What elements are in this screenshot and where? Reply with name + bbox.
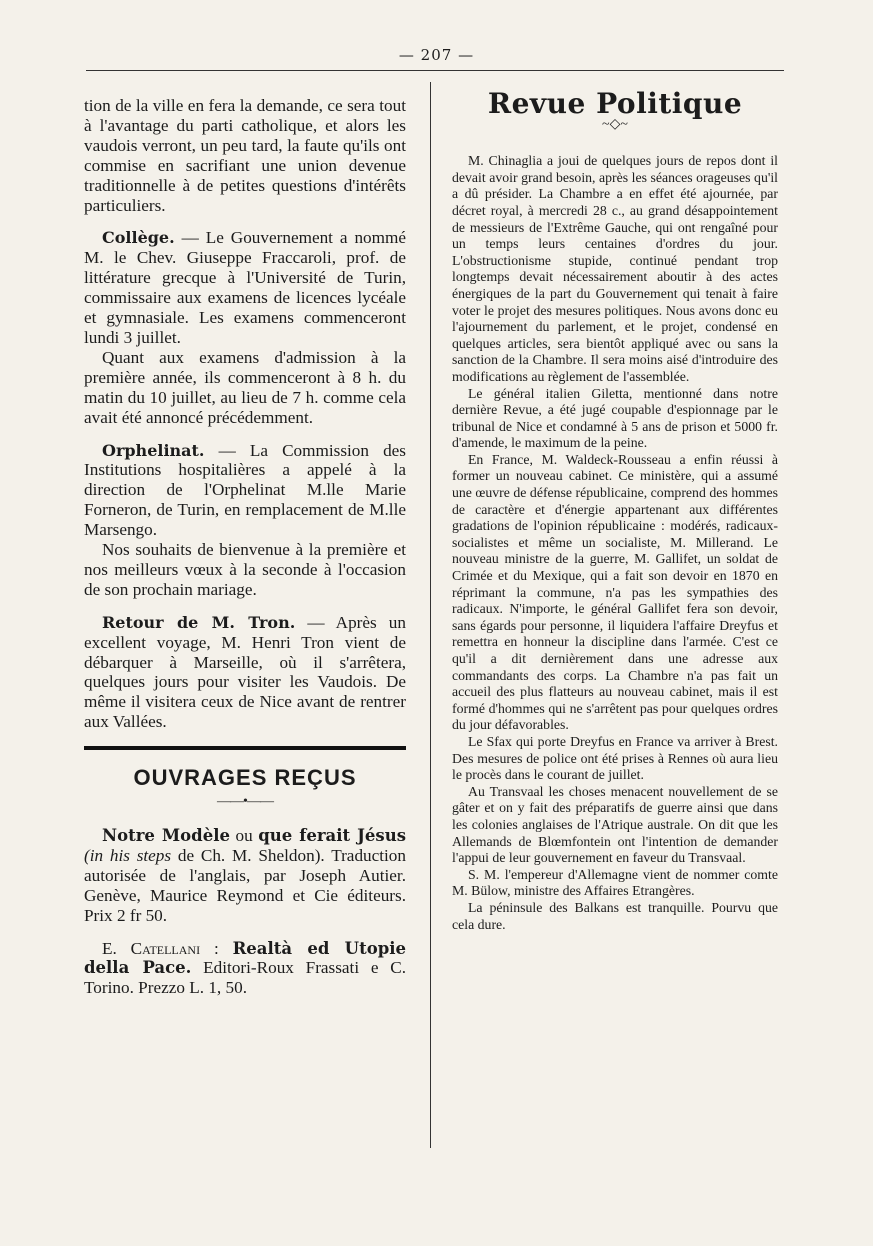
orphelinat-paragraph-2: Nos souhaits de bienvenue à la première et nos meilleurs vœux à la seconde à l'occasion de son prochain mariage. (84, 540, 406, 599)
revue-paragraph: En France, M. Waldeck-Rousseau a enfin réussi à former un nouveau cabinet. Ce ministère, qui a assumé une œuvre de défense républicaine, comprend des hommes de caractère et d'énergie appartenant aux différentes gradations de l'opinion républicaine : modérés, radicaux-socialistes et même un socialiste, M. Millerand. Le nouveau ministre de la guerre, M. Gallifet, un soldat de Crimée et du Mexique, qui a fait son devoir en 1870 en réprimant la commune, n'a pas les sympathies des radicaux. N'importe, le général Gallifet fera son devoir, sans égards pour personne, il liquidera l'affaire Dreyfus et remettra en honneur la discipline dans l'armée. C'est ce qu'il a dit dernièrement dans une adresse aux commandants des corps. La Chambre n'a pas fait un accueil des plus flatteurs au nouveau cabinet, mais il est formé d'hommes qui ne s'arrêtent pas pour quelques ordres du jour défavorables. (452, 451, 778, 733)
orphelinat-text: — La Commission des Institutions hospitalières a appelé à la direction de l'Orphelinat M.lle Marie Forneron, de Turin, en remplacement de M.lle Marsengo. (84, 440, 406, 540)
revue-paragraph: M. Chinaglia a joui de quelques jours de repos dont il devait avoir grand besoin, après les séances orageuses qu'il a dû présider. La Chambre a en effet été ajournée, par décret royal, à mercredi 28 c., au grand désappointement de messieurs de l'Extrême Gauche, qui ont rengaîné pour un temps leurs centaines d'ordres du jour. L'obstructionisme stupide, continué pendant trop longtemps devait nécessairement aboutir à des actes énergiques de la part du Gouvernement qui tenait à faire voter le projet des mesures politiques. Nous avons donc eu l'ajournement du parlement, et le projet, condensé en quelques articles, sera bientôt appliqué avec ou sans la sanction de la Chambre. Il sera moins aisé d'introduire des modifications au règlement de l'assemblée. (452, 153, 778, 384)
page-number: — 207 — (398, 46, 475, 64)
revue-paragraph: Le Sfax qui porte Dreyfus en France va arriver à Brest. Des mesures de police ont été prises à Rennes où aura lieu le procès dans le courant de juillet. (452, 733, 778, 783)
book1-details: de Ch. M. Sheldon). Traduction autorisée de l'anglais, par Joseph Autier. Genève, Maurice Reymond et Cie éditeurs. Prix 2 fr 50. (84, 845, 406, 925)
retour-paragraph (84, 613, 406, 732)
header-rule (86, 70, 784, 71)
book2-details: Editori-Roux Frassati e C. Torino. Prezzo L. 1, 50. (84, 958, 407, 998)
book2-title: Realtà ed Utopie della Pace. (84, 938, 407, 978)
book1-title-2: que ferait Jésus (258, 826, 407, 845)
college-heading: Collège. (102, 228, 175, 248)
orphelinat-paragraph (84, 441, 406, 541)
revue-paragraph: Au Transvaal les choses menacent nouvellement de se gâter et on y fait des préparatifs de guerre ainsi que dans les colonies anglaises de l'Atrique australe. On dit que les Allemands de Blœmfontein ont l'intention de demander l'appui de leur gouvernement en faveur du Transvaal. (452, 783, 778, 866)
ornament-divider: ——•—— (217, 794, 273, 810)
right-column (452, 87, 778, 933)
college-paragraph (84, 228, 406, 347)
book2-author: E. Catellani (102, 938, 201, 958)
book2-separator: : (200, 938, 233, 958)
book1-title: Notre Modèle (102, 826, 230, 845)
revue-paragraph: Le général italien Giletta, mentionné dans notre dernière Revue, a été jugé coupable d'espionnage par le tribunal de Nice et condamné à 5 ans de prison et 5000 fr. d'amende, le maximum de la peine. (452, 385, 778, 451)
book-entry-2 (84, 939, 406, 999)
book1-subtitle: (in his steps (84, 845, 172, 865)
book1-or: ou (229, 826, 259, 845)
title-ornament: ~◇~ (602, 116, 628, 132)
college-paragraph-2: Quant aux examens d'admission à la première année, ils commenceront à 8 h. du matin du 10 juillet, au lieu de 7 h. comme cela avait été annoncé précédemment. (84, 347, 406, 427)
revue-paragraph: La péninsule des Balkans est tranquille. Pourvu que cela dure. (452, 899, 778, 932)
retour-text: — Après un excellent voyage, M. Henri Tron vient de débarquer à Marseille, où il s'arrêtera, quelques jours pour visiter les Vaudois. De même il visitera ceux de Nice avant de rentrer aux Vallées. (84, 612, 406, 732)
college-text: — Le Gouvernement a nommé M. le Chev. Giuseppe Fraccaroli, prof. de littérature grecque à l'Université de Turin, commissaire aux examens de licences lycéale et gymnasiale. Les examens commenceront lundi 3 juillet. (84, 228, 406, 347)
ouvrages-heading: OUVRAGES REÇUS (133, 765, 357, 791)
section-divider (84, 746, 406, 750)
book-entry-1 (84, 826, 406, 926)
revue-politique-title: Revue Politique (487, 87, 743, 120)
orphelinat-heading: Orphelinat. (102, 440, 205, 460)
retour-heading: Retour de M. Tron. (102, 612, 296, 632)
paragraph-continuation: tion de la ville en fera la demande, ce sera tout à l'avantage du parti catholique, et alors les vaudois verront, un peu tard, la faute qu'ils ont commise en sacrifiant une union devenue traditionnelle à de petites questions d'intérêts particuliers. (84, 96, 406, 215)
left-column (84, 96, 406, 998)
revue-paragraph: S. M. l'empereur d'Allemagne vient de nommer comte M. Bülow, ministre des Affaires Etrangères. (452, 866, 778, 899)
column-divider (430, 82, 431, 1148)
